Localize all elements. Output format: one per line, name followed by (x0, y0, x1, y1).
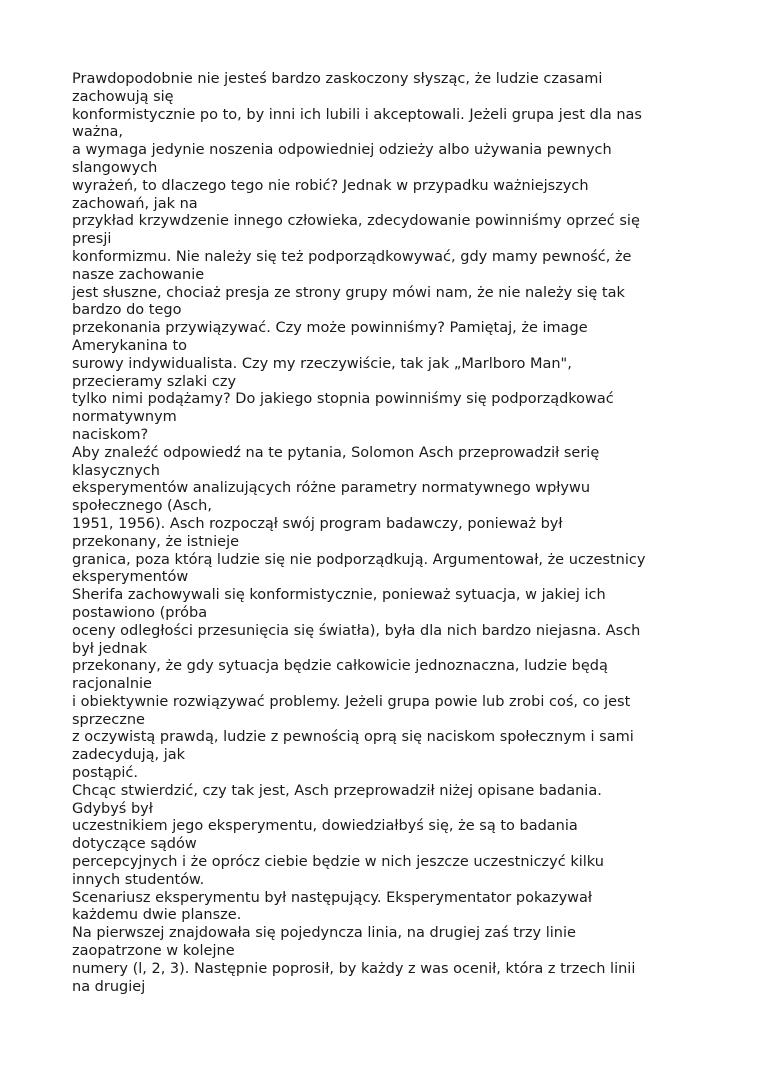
text-line: przecieramy szlaki czy (72, 373, 237, 390)
text-line: zadecydują, jak (72, 747, 186, 764)
text-line: nasze zachowanie (72, 266, 205, 283)
text-line: presji (72, 231, 112, 248)
text-line: przekonany, że gdy sytuacja będzie całkowicie jednoznaczna, ludzie będą (72, 658, 608, 675)
text-line: z oczywistą prawdą, ludzie z pewnością oprą się naciskom społecznym i sami (72, 729, 634, 746)
text-line: przekonania przywiązywać. Czy może powinniśmy? Pamiętaj, że image (72, 320, 588, 337)
text-line: uczestnikiem jego eksperymentu, dowiedziałbyś się, że są to badania (72, 818, 578, 835)
text-line: konformistycznie po to, by inni ich lubili i akceptowali. Jeżeli grupa jest dla nas (72, 106, 642, 123)
text-line: normatywnym (72, 409, 177, 426)
text-line: przekonany, że istnieje (72, 533, 240, 550)
text-line: zachowań, jak na (72, 195, 198, 212)
text-line: tylko nimi podążamy? Do jakiego stopnia powinniśmy się podporządkować (72, 391, 614, 408)
text-line: Na pierwszej znajdowała się pojedyncza linia, na drugiej zaś trzy linie (72, 925, 576, 942)
text-line: slangowych (72, 159, 158, 176)
text-line: numery (l, 2, 3). Następnie poprosił, by każdy z was ocenił, która z trzech linii (72, 960, 636, 977)
text-line: jest słuszne, chociaż presja ze strony grupy mówi nam, że nie należy się tak (72, 284, 625, 301)
text-line: Gdybyś był (72, 800, 153, 817)
text-line: postawiono (próba (72, 604, 208, 621)
text-line: społecznego (Asch, (72, 498, 212, 515)
text-line: Prawdopodobnie nie jesteś bardzo zaskoczony słysząc, że ludzie czasami (72, 71, 603, 87)
text-line: percepcyjnych i że oprócz ciebie będzie w nich jeszcze uczestniczyć kilku (72, 854, 604, 871)
text-line: eksperymentów analizujących różne parametry normatywnego wpływu (72, 480, 591, 497)
text-line: granica, poza którą ludzie się nie podporządkują. Argumentował, że uczestnicy (72, 551, 646, 568)
text-line: Scenariusz eksperymentu był następujący. Eksperymentator pokazywał (72, 889, 593, 906)
text-line: a wymaga jedynie noszenia odpowiedniej odzieży albo używania pewnych (72, 142, 612, 159)
text-line: ważna, (72, 124, 124, 141)
text-line: bardzo do tego (72, 302, 182, 319)
text-line: surowy indywidualista. Czy my rzeczywiście, tak jak „Marlboro Man", (72, 355, 572, 372)
text-line: zachowują się (72, 88, 174, 105)
text-line: Chcąc stwierdzić, czy tak jest, Asch przeprowadził niżej opisane badania. (72, 782, 602, 799)
text-line: klasycznych (72, 462, 160, 479)
text-line: racjonalnie (72, 676, 152, 693)
text-line: 1951, 1956). Asch rozpoczął swój program badawczy, ponieważ był (72, 515, 563, 532)
text-line: postąpić. (72, 765, 139, 782)
text-line: dotyczące sądów (72, 836, 197, 853)
text-line: każdemu dwie plansze. (72, 907, 242, 924)
text-line: naciskom? (72, 426, 149, 443)
text-line: Sherifa zachowywali się konformistycznie, ponieważ sytuacja, w jakiej ich (72, 587, 606, 604)
text-line: na drugiej (72, 978, 146, 995)
text-line: i obiektywnie rozwiązywać problemy. Jeżeli grupa powie lub zrobi coś, co jest (72, 693, 631, 710)
text-line: Amerykanina to (72, 337, 187, 354)
text-line: sprzeczne (72, 711, 145, 728)
text-line: oceny odległości przesunięcia się światła), była dla nich bardzo niejasna. Asch (72, 622, 641, 639)
text-line: był jednak (72, 640, 148, 657)
text-line: konformizmu. Nie należy się też podporządkowywać, gdy mamy pewność, że (72, 248, 632, 265)
text-line: wyrażeń, to dlaczego tego nie robić? Jednak w przypadku ważniejszych (72, 177, 589, 194)
text-line: innych studentów. (72, 871, 205, 888)
text-line: przykład krzywdzenie innego człowieka, zdecydowanie powinniśmy oprzeć się (72, 213, 640, 230)
text-line: zaopatrzone w kolejne (72, 943, 235, 960)
text-line: Aby znaleźć odpowiedź na te pytania, Solomon Asch przeprowadził serię (72, 444, 600, 461)
document-page (72, 71, 688, 996)
text-line: eksperymentów (72, 569, 189, 586)
